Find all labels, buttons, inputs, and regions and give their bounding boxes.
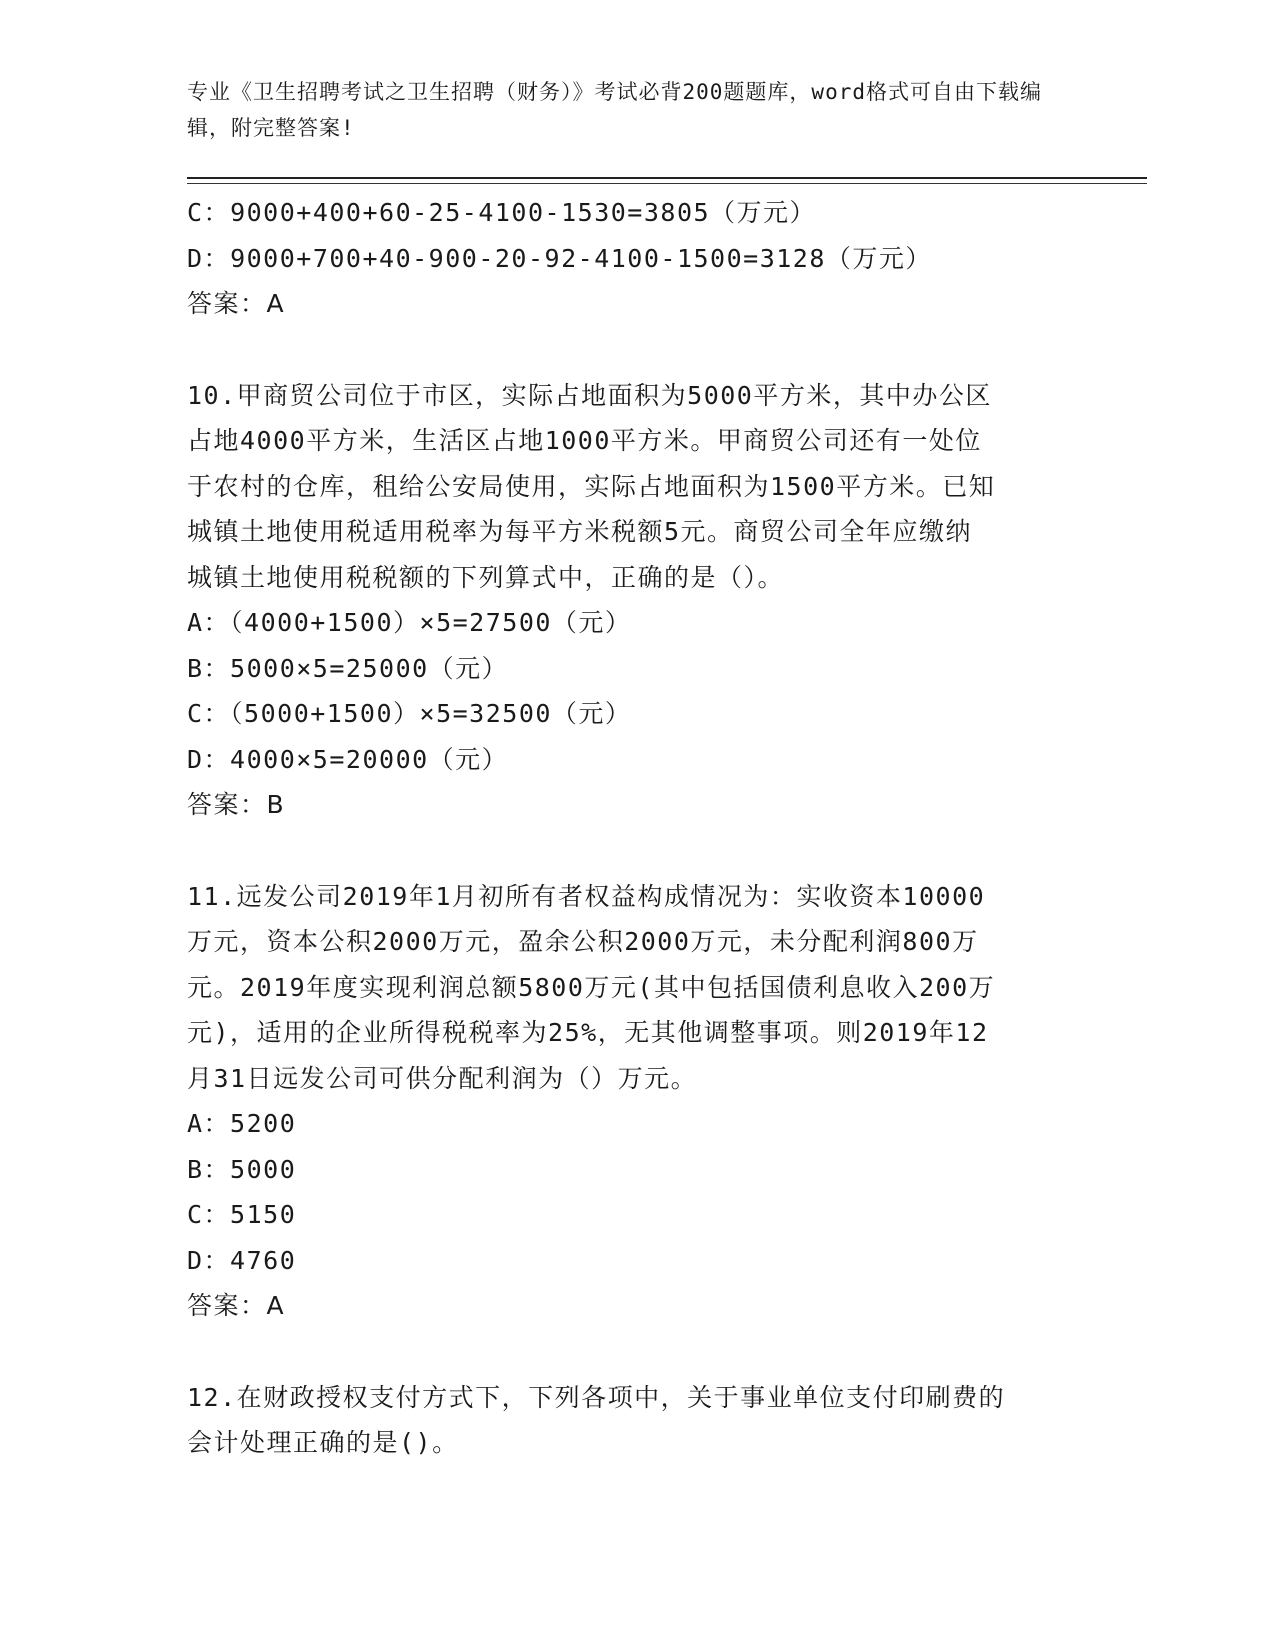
spacer xyxy=(187,327,1067,373)
document-header: 专业《卫生招聘考试之卫生招聘（财务）》考试必背200题题库，word格式可自由下载编辑，附完整答案! xyxy=(187,80,1042,140)
option-text: 9000+700+40-900-20-92-4100-1500=3128（万元） xyxy=(230,243,932,273)
header-divider-thick xyxy=(187,177,1147,179)
question-10 xyxy=(187,373,1067,828)
option-a: A：（4000+1500）×5=27500（元） xyxy=(187,608,632,637)
question-stem-line: 城镇土地使用税税额的下列算式中，正确的是（）。 xyxy=(187,562,785,592)
option-text: 9000+400+60-25-4100-1530=3805（万元） xyxy=(230,198,817,227)
spacer xyxy=(187,1329,1067,1375)
option-c-line xyxy=(187,190,1067,236)
question-stem-line: 城镇土地使用税适用税率为每平方米税额5元。商贸公司全年应缴纳 xyxy=(187,517,973,546)
question-stem-line: 占地4000平方米，生活区占地1000平方米。甲商贸公司还有一处位 xyxy=(187,426,982,455)
question-stem-line: 10.甲商贸公司位于市区，实际占地面积为5000平方米，其中办公区 xyxy=(187,380,992,410)
option-d: D：4000×5=20000（元） xyxy=(187,744,509,774)
question-stem-line: 月31日远发公司可供分配利润为（）万元。 xyxy=(187,1063,698,1093)
question-stem-line: 12.在财政授权支付方式下，下列各项中，关于事业单位支付印刷费的 xyxy=(187,1382,1006,1412)
question-stem-line: 11.远发公司2019年1月初所有者权益构成情况为：实收资本10000 xyxy=(187,881,986,911)
spacer xyxy=(187,828,1067,874)
option-d-line xyxy=(187,236,1067,282)
question-stem-line: 会计处理正确的是()。 xyxy=(187,1428,459,1457)
option-c: C：5150 xyxy=(187,1200,297,1229)
question-stem-line: 万元，资本公积2000万元，盈余公积2000万元，未分配利润800万 xyxy=(187,927,979,956)
header-divider-thin xyxy=(187,183,1147,184)
option-label: D： xyxy=(187,243,231,273)
option-b: B：5000 xyxy=(187,1154,297,1184)
answer-line: 答案：A xyxy=(187,1291,286,1320)
question-stem-line: 于农村的仓库，租给公安局使用，实际占地面积为1500平方米。已知 xyxy=(187,471,996,501)
question-stem-line: 元。2019年度实现利润总额5800万元(其中包括国债利息收入200万 xyxy=(187,972,996,1002)
question-12 xyxy=(187,1375,1067,1466)
answer-line: 答案：B xyxy=(187,790,286,819)
option-label: C： xyxy=(187,198,231,227)
option-d: D：4760 xyxy=(187,1245,297,1275)
option-c: C：（5000+1500）×5=32500（元） xyxy=(187,699,632,728)
document-body xyxy=(187,190,1067,1466)
answer-line: 答案：A xyxy=(187,289,286,318)
question-stem-line: 元)，适用的企业所得税税率为25%，无其他调整事项。则2019年12 xyxy=(187,1018,989,1047)
option-b: B：5000×5=25000（元） xyxy=(187,653,509,683)
option-a: A：5200 xyxy=(187,1109,297,1138)
question-11 xyxy=(187,874,1067,1329)
